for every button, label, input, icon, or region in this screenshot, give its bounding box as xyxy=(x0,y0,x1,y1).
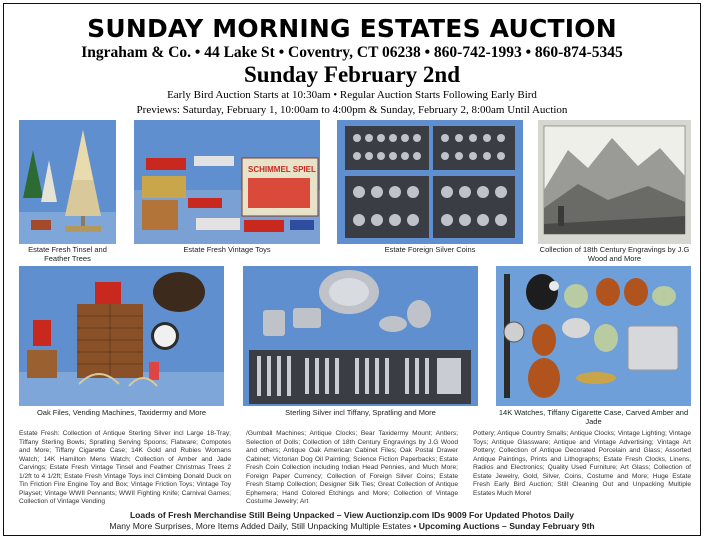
preview-times: Previews: Saturday, February 1, 10:00am to 4:00pm & Sunday, February 2, 8:00am Until Auction xyxy=(136,104,568,116)
caption-oak-files: Oak Files, Vending Machines, Taxidermy and More xyxy=(36,408,207,417)
photo-silver-coins xyxy=(337,120,523,244)
footer-more-items: Many More Surprises, More Items Added Daily, Still Unpacking Multiple Estates xyxy=(109,521,412,531)
caption-watches-amber-jade: 14K Watches, Tiffany Cigarette Case, Carved Amber and Jade xyxy=(498,408,689,426)
auction-flyer xyxy=(3,3,701,536)
auction-schedule: Early Bird Auction Starts at 10:30am • Regular Auction Starts Following Early Bird xyxy=(167,89,537,101)
photo-sterling-silver xyxy=(243,266,478,406)
photo-vintage-toys xyxy=(134,120,320,244)
photo-tinsel-trees xyxy=(19,120,116,244)
flyer-title: SUNDAY MORNING ESTATES AUCTION xyxy=(87,14,617,43)
photo-oak-files xyxy=(19,266,224,406)
auction-date: Sunday February 2nd xyxy=(243,62,460,87)
caption-silver-coins: Estate Foreign Silver Coins xyxy=(384,245,476,254)
footer-line-2 xyxy=(4,521,700,531)
description-column-2: /Gumball Machines; Antique Clocks; Bear Taxidermy Mount; Antlers; Selection of Dolls; Collection of 18th Century Engravings by J.G Wood and others; Antique Oak American Cabinet Files; Oak Postal Drawer Cabinet; Victorian Dog Oil Painting; Science Fiction Paperbacks; Estate Fresh Coin Collection including Indian Head Pennies, and Much More; Foreign Paper Currency; Collection of Foreign Silver Coins; Estate Fresh Stamp Collection; Designer Silk Ties; Great Collection of Antique Ephemera; Hand Colored Etchings and More; Collection of Vintage Costume Jewelry; Art xyxy=(246,430,458,505)
description-column-1: Estate Fresh: Collection of Antique Sterling Silver incl Large 18-Tray; Tiffany Sterling Bowls; Spratling Serving Spoons; Flatware; Compotes and More; Tiffany Cigarette Case; 14K Gold and Rubies Womans Watch; 14K Hamilton Mens Watch; Collection of Amber and Jade Carvings; Estate Fresh Vintage Tinsel and Feather Christmas Trees 2 1/2ft to 4 1/2ft; Estate Fresh Vintage Toys incl Climbing Donald Duck on Tin Friction Fire Engine Toy and Box; Vintage Friction Toys; Vintage Toy Playset; Vintage WWII Pennants; WWII Fighting Knife; Carnival Games; Collection of Vintage Vending xyxy=(19,430,231,505)
caption-tinsel-trees: Estate Fresh Tinsel and Feather Trees xyxy=(28,245,107,263)
footer-line-1: Loads of Fresh Merchandise Still Being Unpacked – View Auctionzip.com IDs 9009 For Updated Photos Daily xyxy=(129,510,575,520)
photo-engravings xyxy=(538,120,691,244)
description-column-3: Pottery; Antique Country Smalls; Antique Clocks; Vintage Lighting; Vintage Toys; Antique Glassware; Antique and Vintage Advertising; Vintage Art Pottery; Collection of Antique Decorated Porcelain and Glass; Assorted Antique Paintings, Prints and Lithographs; Estate Fresh Clocks, Linens, Radios and Electronics; Quality Used Furniture; Art Glass; Collection of Estate Jewelry, Gold, Silver, Coins, Costume and More; Huge Estate Fresh Early Bird Auction; Still Cleaning Out and Unpacking Multiple Estates Much More! xyxy=(473,430,691,497)
caption-engravings: Collection of 18th Century Engravings by J.G Wood and More xyxy=(539,245,690,263)
caption-sterling-silver: Sterling Silver incl Tiffany, Spratling and More xyxy=(285,408,436,417)
auction-house-address: Ingraham & Co. • 44 Lake St • Coventry, CT 06238 • 860-742-1993 • 860-874-5345 xyxy=(81,44,623,61)
caption-vintage-toys: Estate Fresh Vintage Toys xyxy=(183,245,271,254)
photo-watches-amber-jade xyxy=(496,266,691,406)
footer-upcoming-auctions: • Upcoming Auctions – Sunday February 9th xyxy=(413,521,595,531)
toy-box-text: SCHIMMEL SPIEL xyxy=(248,165,316,174)
